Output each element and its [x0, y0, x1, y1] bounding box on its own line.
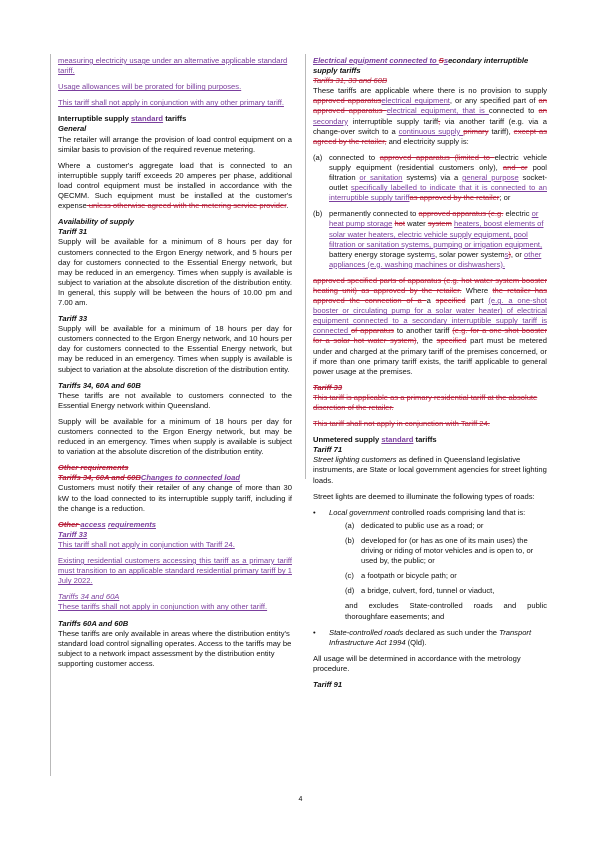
- list-marker: (a): [313, 152, 323, 162]
- right-column: [313, 56, 547, 690]
- paragraph: measuring electricity usage under an alternative applicable standard tariff.: [58, 56, 288, 76]
- subheading: Tariff 33: [58, 529, 88, 539]
- paragraph: Supply will be available for a minimum of 18 hours per day for customers connected to the Ergon Energy network, and 10 hours per day for customers connected to the Essential Energy network, but may be reduced in an emergency. Times when supply is available is subject to variation at the absolute discretion of the distribution entity.: [58, 324, 292, 374]
- text-run: via another tariff (e.g. via a change-over switch to a: [313, 116, 547, 136]
- paragraph: Customers must notify their retailer of any change of more than 30 kW to the load connected to its interruptible supply tariff, including if the change is a reduction.: [58, 483, 292, 513]
- deleted-text: approved specified parts of apparatus (e.g. hot water system booster heating unit) as approved by the retailer.: [313, 275, 547, 295]
- text-run: electric vehicle supply equipment (residential customers only),: [329, 152, 547, 172]
- inserted-text: s: [504, 249, 509, 259]
- deleted-text: the retailer has approved the connection of a: [313, 285, 547, 306]
- list-text: [329, 153, 547, 203]
- inserted-text: secondary: [313, 116, 349, 126]
- sub-list-item: (b) developed for (or has as one of its main uses) the driving or riding of motor vehicles and is open to, or used by, the public; or: [345, 535, 534, 566]
- text-run: part must be metered under and charged at the primary tariff of the premises concerned, or if more than one primary tariff exists, the tariff applicable to general power usage at the premises.: [313, 336, 547, 376]
- deleted-subheading: Tariff 33: [313, 382, 343, 392]
- sub-list-item: (c) a footpath or bicycle path; or: [345, 571, 457, 581]
- text-run: battery energy storage system: [329, 249, 432, 259]
- bullet-text: State-controlled roads declared as such under the Transport Infrastructure Act 1994 (Qld).: [329, 627, 532, 647]
- deleted-text: as approved by the retailer: [409, 193, 500, 203]
- paragraph: This tariff shall not apply in conjunction with Tariff 24.: [58, 539, 235, 549]
- deleted-paragraph: This tariff shall not apply in conjunction with Tariff 24.: [313, 419, 490, 429]
- paragraph: The retailer will arrange the provision of load control equipment on a similar basis to provision of the required revenue metering.: [58, 134, 292, 154]
- text-run: , or: [510, 249, 525, 259]
- section-heading: Unmetered supply standard tariffs: [313, 435, 437, 445]
- text-run: These tariffs are applicable where there is no provision to supply: [313, 86, 547, 96]
- text-run: systems) via a: [402, 173, 463, 183]
- inserted-text: continuous supply: [398, 126, 464, 136]
- deleted-subheading: Tariffs 31, 33 and 60B: [313, 76, 388, 86]
- inserted-text: other appliances (e.g. washing machines or dishwashers).: [329, 249, 542, 269]
- deleted-text: approved apparatus: [313, 96, 382, 106]
- bullet-item: [313, 628, 547, 648]
- list-marker: (b): [313, 209, 323, 219]
- inserted-text: s: [431, 249, 435, 259]
- paragraph: This tariff shall not apply in conjunction with any other primary tariff.: [58, 98, 284, 108]
- text-run: part: [465, 296, 489, 306]
- list-item: [313, 153, 547, 203]
- deleted-text: hot: [394, 219, 406, 229]
- paragraph: Usage allowances will be prorated for billing purposes.: [58, 82, 242, 92]
- paragraph: Existing residential customers accessing this tariff as a primary tariff must transition to an applicable standard residential primary tariff by 1 July 2022.: [58, 556, 292, 586]
- inserted-text: (e.g. a one-shot booster or circulating pump for a solar water heater) of electrical equipment connected to a secondary interruptible supply tariff is connected: [313, 296, 547, 336]
- subheading: Other access requirements: [58, 519, 156, 529]
- deleted-text: (e.g. for a one-shot booster for a solar hot water system): [313, 326, 547, 346]
- subheading: Tariff 33: [58, 314, 88, 324]
- inserted-text: general purpose: [462, 173, 519, 183]
- left-column: [58, 56, 292, 675]
- text-run: , the: [416, 336, 437, 346]
- inserted-text: or heat pump storage: [329, 209, 539, 229]
- text-run: electric: [503, 209, 532, 219]
- text-run: tariff),: [488, 126, 514, 136]
- deleted-text: an: [538, 106, 547, 116]
- text-run: and electricity supply is:: [386, 136, 469, 146]
- text-run: socket-outlet: [329, 173, 548, 193]
- subheading: Availability of supply: [58, 217, 134, 227]
- text-run: a: [426, 296, 436, 306]
- subheading: Tariffs 60A and 60B: [58, 618, 129, 628]
- inserted-text: or sanitation: [359, 173, 403, 183]
- bullet-item: [313, 508, 547, 518]
- deleted-text: specified: [436, 336, 467, 346]
- text-run: ; or: [499, 193, 511, 203]
- text-run: connected to: [329, 152, 380, 162]
- paragraph: [313, 86, 547, 147]
- inserted-text: heaters, boost elements of solar water heaters, electric vehicle supply equipment, pool filtration or sanitation systems, pumping or irrigation equipment,: [329, 219, 544, 249]
- text-run: interruptible supply tariff: [348, 116, 439, 126]
- paragraph: [313, 276, 547, 377]
- text-run: , or any specified part of: [449, 96, 539, 106]
- left-change-bar: [50, 54, 51, 776]
- paragraph: Street lights are deemed to illuminate the following types of roads:: [313, 491, 535, 501]
- paragraph: Where a customer's aggregate load that is connected to an interruptible supply tariff exceeds 20 amperes per phase, additional load control equipment must be installed in accordance with the QECMM. Such equipment must be installed at the customer's expense unless otherwise agreed with the metering service provider.: [58, 160, 292, 211]
- text-run: Where: [461, 285, 493, 295]
- paragraph: These tariffs are only available in areas where the distribution entity's standard load control signalling operates. Access to the tariffs may be subject to a network impact assessment by the distribution entity supporting customer access.: [58, 628, 292, 668]
- text-run: pool filtration: [329, 162, 547, 183]
- inserted-text: electrical equipment: [381, 96, 450, 106]
- text-run: permanently connected to: [329, 209, 419, 219]
- page-number: 4: [298, 796, 303, 803]
- deleted-text: primary: [463, 126, 489, 136]
- right-change-bar: [305, 54, 306, 479]
- subheading: Tariff 71: [313, 445, 343, 455]
- deleted-text: and or: [502, 162, 528, 172]
- subheading: General: [58, 124, 87, 134]
- subheading: Tariff 91: [313, 679, 343, 689]
- sub-list-item: (a) dedicated to public use as a road; or: [345, 520, 484, 530]
- deleted-text: of apparatus: [350, 326, 394, 336]
- deleted-text: approved apparatus (e.g.: [418, 209, 504, 219]
- deleted-text: approved apparatus (limited to: [379, 152, 495, 162]
- deleted-paragraph: This tariff is applicable as a primary residential tariff at the absolute discretion of the retailer.: [313, 392, 538, 412]
- sub-list-item: (d) a bridge, culvert, ford, tunnel or viaduct,: [345, 586, 495, 596]
- deleted-text: ,: [438, 116, 441, 126]
- list-text: [329, 209, 547, 270]
- paragraph: All usage will be determined in accordance with the metrology procedure.: [313, 653, 521, 673]
- paragraph: These tariffs shall not apply in conjunction with any other tariff.: [58, 602, 268, 612]
- bullet-marker: •: [313, 627, 316, 637]
- text-run: connected to: [488, 106, 539, 116]
- subheading: Tariffs 34, 60A and 60BChanges to connected load: [58, 473, 241, 483]
- deleted-text: except as agreed by the retailer,: [313, 126, 548, 146]
- list-item: [313, 209, 547, 270]
- paragraph: Street lighting customers as defined in Queensland legislative instruments, are State or local government agencies for street lighting loads.: [313, 455, 547, 485]
- subheading: Tariff 31: [58, 227, 88, 237]
- deleted-text: an approved apparatus: [313, 96, 547, 116]
- paragraph: and excludes State-controlled roads and public thoroughfare easements; and: [345, 601, 547, 621]
- subheading: Tariffs 34 and 60A: [58, 592, 120, 602]
- inserted-text: electrical equipment, that is: [386, 106, 489, 116]
- deleted-text: ): [508, 249, 511, 259]
- bullet-marker: •: [313, 507, 316, 517]
- subheading: Tariffs 34, 60A and 60B: [58, 380, 141, 390]
- section-heading: Interruptible supply standard tariffs: [58, 114, 187, 124]
- paragraph: Supply will be available for a minimum of 8 hours per day for customers connected to the Ergon Energy network, and 5 hours per day for customers connected to the Essential Energy network, but may be reduced in an emergency. Times when supply is available is subject to variation at the absolute discretion of the distribution entity. In general, this supply will be between the hours of 10.00 pm and 7.00 am.: [58, 237, 292, 307]
- text-run: to another tariff: [393, 326, 453, 336]
- deleted-text: system: [427, 219, 452, 229]
- paragraph: Supply will be available for a minimum of 18 hours per day for customers connected to the Ergon Energy network, but may be reduced in an emergency. Times when supply is available is subject to variation at the absolute discretion of the distribution entity.: [58, 416, 292, 457]
- section-heading: Electrical equipment connected to Ssecondary interruptible supply tariffs: [313, 56, 529, 76]
- deleted-subheading: Other requirements: [58, 463, 129, 473]
- deleted-text: specified: [435, 296, 466, 306]
- inserted-text: specifically labelled to indicate that it is connected to an interruptible supply tariff: [329, 183, 547, 203]
- text-run: water: [405, 219, 428, 229]
- bullet-text: Local government controlled roads comprising land that is:: [329, 507, 526, 517]
- paragraph: These tariffs are not available to customers connected to the Essential Energy network within Queensland.: [58, 390, 292, 410]
- text-run: , solar power system: [434, 249, 505, 259]
